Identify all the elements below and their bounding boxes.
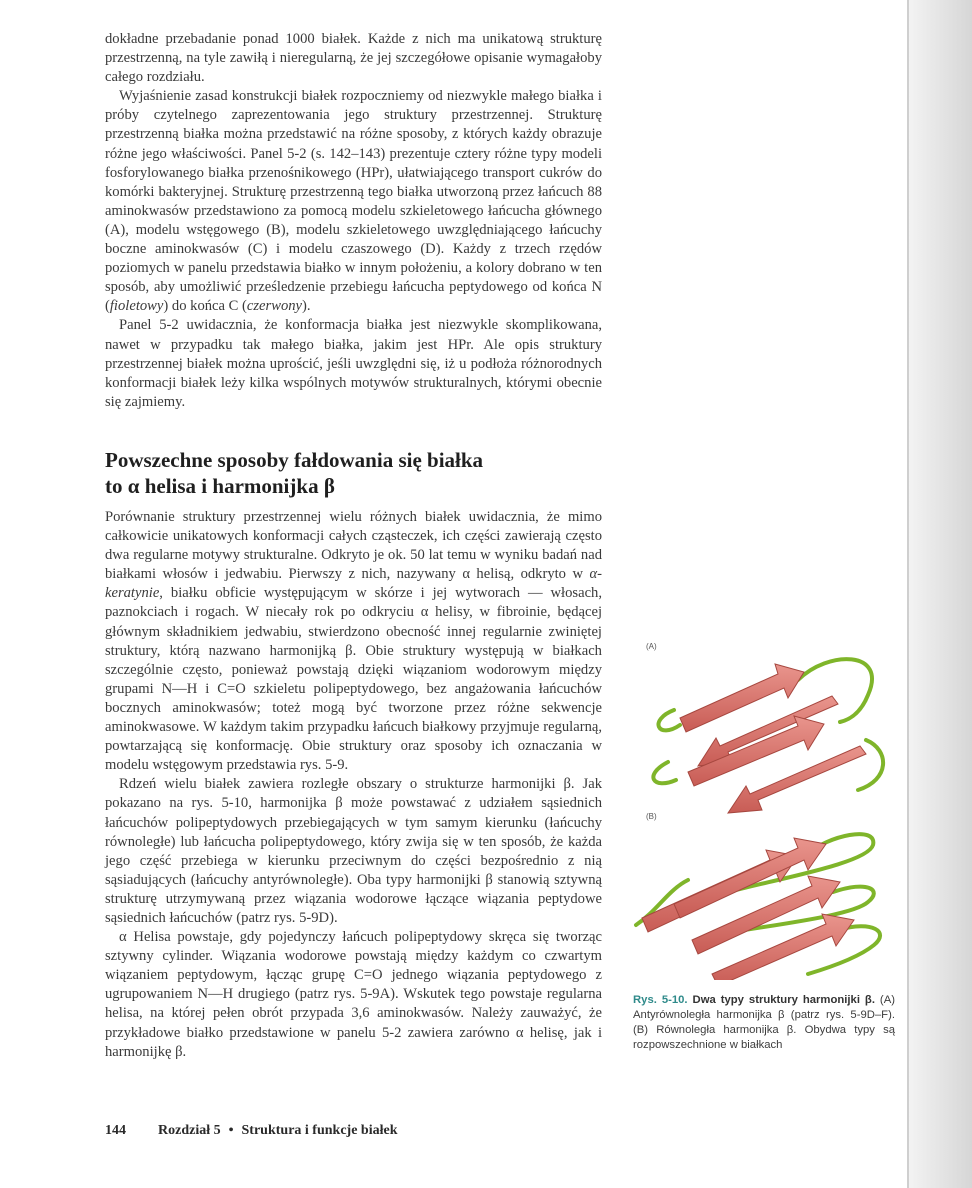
paragraph-5: Rdzeń wielu białek zawiera rozległe obszary o strukturze harmonijki β. Jak pokazano na rys. 5-10, harmonijka β może powstawać z udziałem sąsiednich łańcuchów polipeptydowych przebiegających w tym samym kierunku (łańcuchy równoległe) lub łańcucha polipeptydowego, który zwija się w ten sposób, że każda jego część przebiega w kierunku przeciwnym do części bezpośrednio z nią sąsiadujących (łańcuchy antyrównoległe). Oba typy harmonijki β stanowią sztywną strukturę utrzymywaną przez wiązania wodorowe łączące wiązania peptydowe sąsiednich łańcuchów (patrz rys. 5-9D). (105, 776, 602, 926)
antiparallel-sheet (653, 659, 883, 813)
caption-title: Dwa typy struktury harmonijki β. (692, 994, 875, 1006)
paragraph-2: Wyjaśnienie zasad konstrukcji białek rozpoczniemy od niezwykle małego białka i próby czytelnego zaprezentowania jego struktury przestrzennej. Strukturę przestrzenną białka można przedstawić na różne sposoby, z których każdy obrazuje różne jego właściwości. Panel 5-2 (s. 142–143) prezentuje cztery różne typy modeli fosforylowanego białka przenośnikowego (HPr), ułatwiającego transport cukrów do komórki bakteryjnej. Strukturę przestrzenną tego białka utworzoną przez łańcuch 88 aminokwasów przedstawiono za pomocą modelu szkieletowego łańcucha głównego (A), modelu wstęgowego (B), modelu szkieletowego uwzględniającego łańcuchy boczne aminokwasów (C) i modelu czaszowego (D). Każdy z trzech rzędów poziomych w panelu przedstawia białko w innym położeniu, a kolory dobrano w ten sposób, aby umożliwić prześledzenie przebiegu łańcucha peptydowego od końca N (fioletowy) do końca C (czerwony). (105, 88, 602, 315)
page-footer (105, 1123, 397, 1139)
figure-label-a: (A) (646, 642, 657, 651)
page-number: 144 (105, 1123, 126, 1138)
page-edge-shadow (907, 0, 972, 1188)
strand-b2 (674, 838, 826, 918)
main-text-bottom (105, 508, 602, 1062)
paragraph-6: α Helisa powstaje, gdy pojedynczy łańcuch polipeptydowy skręca się tworząc sztywny cylinder. Wiązania wodorowe powstają między każdym co czwartym wiązaniem peptydowym, łącząc grupę C=O jednego wiązania peptydowego z ugrupowaniem N—H drugiego (patrz rys. 5-9A). Wskutek tego powstaje regularna helisa, na której pełen obrót przypada 3,6 aminokwasów. Należy zauważyć, że przykładowe białko przedstawione w panelu 5-2 zawiera zarówno α helisę, jak i harmonijkę β. (105, 929, 602, 1060)
caption-figure-number: Rys. 5-10. (633, 994, 688, 1006)
figure-caption (633, 993, 895, 1053)
footer-chapter: Rozdział 5 (158, 1123, 221, 1138)
footer-bullet: • (228, 1123, 234, 1138)
beta-sheet-figure (628, 640, 898, 980)
paragraph-4: Porównanie struktury przestrzennej wielu różnych białek uwidacznia, że mimo całkowicie unikatowych konformacji całych cząsteczek, ich części zawierają często dwa regularne motywy strukturalne. Odkryto je ok. 50 lat temu w wyniku badań nad białkami włosów i jedwabiu. Pierwszy z nich, nazywany α helisą, odkryto w α-keratynie, białku obficie występującym w skórze i jej wytworach — włosach, paznokciach i rogach. W niecały rok po odkryciu α helisy, w fibroinie, będącej głównym składnikiem jedwabiu, stwierdzono obecność innej regularnie zwiniętej struktury, którą nazwano harmonijką β. Obie struktury występują w białkach szczególnie często, ponieważ powstają dzięki wiązaniom wodorowym między grupami N—H i C=O szkieletu polipeptydowego, bez angażowania łańcuchów bocznych aminokwasów; toteż mogą być tworzone przez różne sekwencje aminokwasowe. W każdym takim przypadku łańcuch białkowy przyjmuje regularną, powtarzającą się konformację. Obie struktury oraz sposoby ich oznaczania w modelu wstęgowym przedstawia rys. 5-9. (105, 509, 602, 774)
paragraph-3: Panel 5-2 uwidacznia, że konformacja białka jest niezwykle skomplikowana, nawet w przypadku tak małego białka, jakim jest HPr. Ale opis struktury przestrzennej białek można uprościć, jeśli uwzględni się, iż u podłoża różnorodnych konformacji białek leży kilka wspólnych motywów strukturalnych, którymi obecnie się zajmiemy. (105, 317, 602, 410)
main-text-top (105, 30, 602, 412)
section-heading: Powszechne sposoby fałdowania się białka to α helisa i harmonijka β (105, 448, 484, 498)
figure-label-b: (B) (646, 812, 657, 821)
paragraph-1: dokładne przebadanie ponad 1000 białek. Każde z nich ma unikatową strukturę przestrzenną, na tyle zawiłą i nieregularną, że jej szczegółowe opisanie wymagałoby całego rozdziału. (105, 31, 602, 86)
footer-title: Struktura i funkcje białek (241, 1123, 398, 1138)
caption-text: (A) Antyrównoległa harmonijka β (patrz rys. 5-9D–F). (B) Równoległa harmonijka β. Obydwa typy są rozpowszechnione w białkach (633, 994, 895, 1051)
parallel-sheet (636, 834, 880, 980)
